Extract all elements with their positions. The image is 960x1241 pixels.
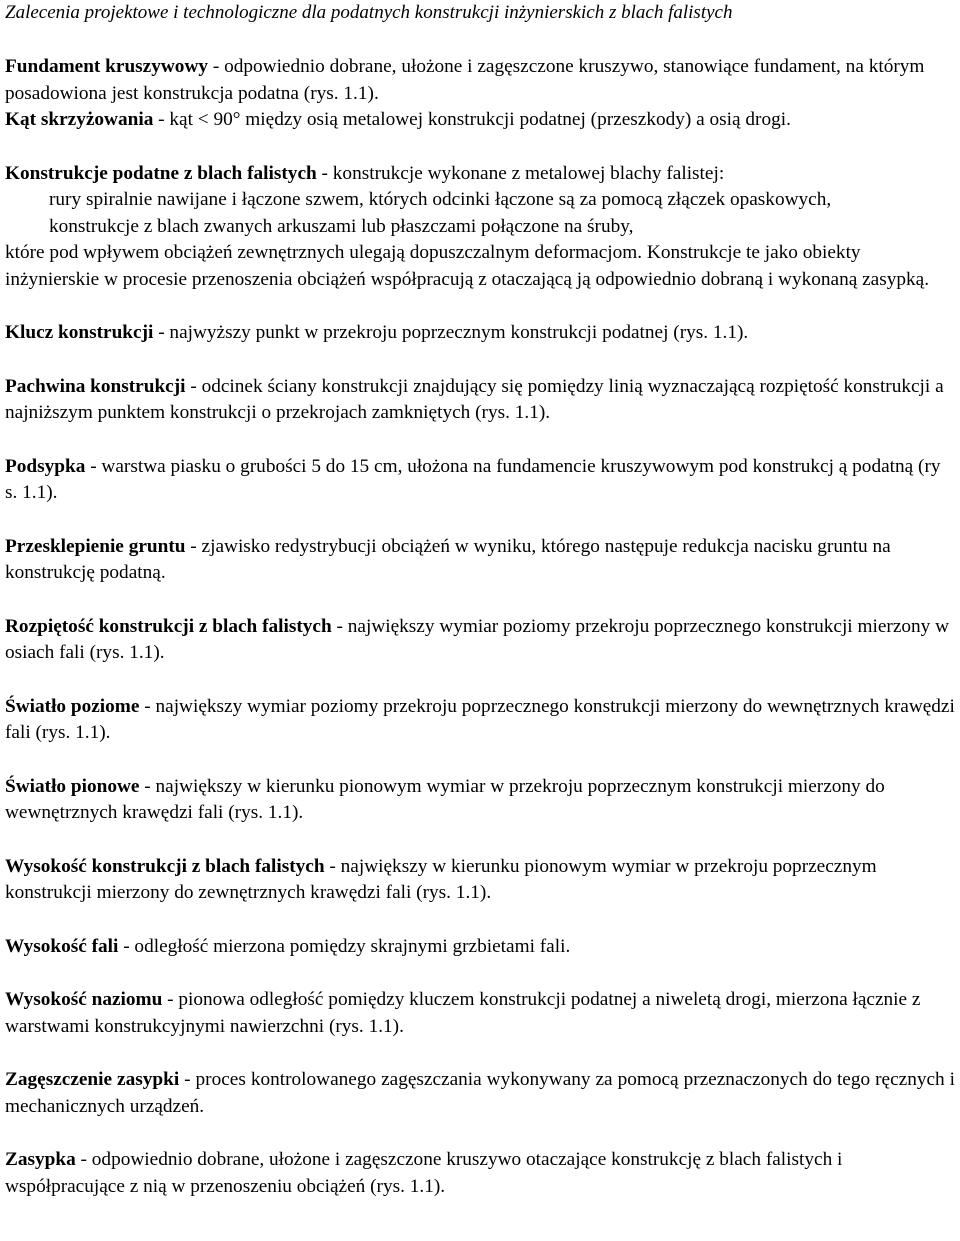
entry-text: - odpowiednio dobrane, ułożone i zagęszczone kruszywo otaczające konstrukcję z blach falistych i współpracujące z nią w przenoszeniu obciążeń (rys. 1.1). [5,1149,843,1197]
entry-term: Fundament kruszywowy [5,56,209,77]
entry-term: Przesklepienie gruntu [5,535,186,557]
entry-term: Pachwina konstrukcji [5,375,186,397]
entry-fundament [5,54,955,107]
entry-swiatlo-poziome [5,694,955,747]
entry-text: - największy wymiar poziomy przekroju poprzecznego konstrukcji mierzony w osiach fali (rys. 1.1). [5,615,950,663]
entry-term: Wysokość konstrukcji z blach falistych [5,855,325,877]
entry-term: Konstrukcje podatne z blach falistych [5,162,317,184]
entry-text: - warstwa piasku o grubości 5 do 15 cm, ułożona na fundamencie kruszywowym pod konstrukcj ą podatną (ry s. 1.1). [5,455,941,503]
entry-term: Wysokość naziomu [5,989,163,1010]
entry-kat [5,107,955,134]
entry-text: - konstrukcje wykonane z metalowej blachy falistej: [316,162,725,184]
page-header: Zalecenia projektowe i technologiczne dla podatnych konstrukcji inżynierskich z blach falistych [5,2,733,23]
entry-term: Wysokość fali [5,935,119,957]
entry-konstrukcje-continuation: które pod wpływem obciążeń zewnętrznych ulegają dopuszczalnym deformacjom. Konstrukcje te jako obiekty inżynierskie w procesie przenoszenia obciążeń współpracują z otaczającą ją odpowiednio dobraną i wykonaną zasypką. [5,242,930,290]
entry-text: - pionowa odległość pomiędzy kluczem konstrukcji podatnej a niweletą drogi, mierzona łącznie z warstwami konstrukcyjnymi nawierzchni (rys. 1.1). [5,989,921,1037]
entry-swiatlo-pionowe [5,774,955,827]
entry-text: - odcinek ściany konstrukcji znajdujący się pomiędzy linią wyznaczającą rozpiętość konstrukcji a najniższym punktem konstrukcji o przekrojach zamkniętych (rys. 1.1). [5,375,944,423]
list-item: rury spiralnie nawijane i łączone szwem, których odcinki łączone są za pomocą złączek opaskowych, [49,189,832,210]
entry-term: Światło poziome [5,695,140,717]
entry-term: Światło pionowe [5,775,140,797]
construction-types-list [5,187,955,240]
document-page [5,0,955,1200]
entry-text: - najwyższy punkt w przekroju poprzecznym konstrukcji podatnej (rys. 1.1). [153,322,749,343]
entry-przesklepienie [5,534,955,587]
entry-pachwina [5,374,955,427]
entry-term: Kąt skrzyżowania [5,109,154,130]
entry-term: Klucz konstrukcji [5,322,154,343]
entry-term: Zasypka [5,1149,76,1170]
entry-zasypka [5,1147,955,1200]
entry-text: - największy w kierunku pionowym wymiar w przekroju poprzecznym konstrukcji mierzony do zewnętrznych krawędzi fali (rys. 1.1). [5,855,877,903]
entry-term: Zagęszczenie zasypki [5,1069,180,1090]
entry-text: - odległość mierzona pomiędzy skrajnymi grzbietami fali. [118,935,571,957]
entry-podsypka [5,454,955,507]
entry-text: - proces kontrolowanego zagęszczania wykonywany za pomocą przeznaczonych do tego ręcznych i mechanicznych urządzeń. [5,1069,955,1117]
list-item: konstrukcje z blach zwanych arkuszami lub płaszczami połączone na śruby, [49,215,634,237]
entry-text: - największy w kierunku pionowym wymiar w przekroju poprzecznym konstrukcji mierzony do wewnętrznych krawędzi fali (rys. 1.1). [5,775,885,823]
entry-term: Podsypka [5,455,86,477]
entry-wysokosc-fali [5,934,955,961]
entry-wysokosc-naziomu [5,987,955,1040]
entry-klucz [5,320,955,347]
entry-rozpietosc [5,614,955,667]
entry-text: - odpowiednio dobrane, ułożone i zagęszczone kruszywo, stanowiące fundament, na którym posadowiona jest konstrukcja podatna (rys. 1.1). [5,56,925,104]
entry-term: Rozpiętość konstrukcji z blach falistych [5,615,332,637]
entry-text: - kąt < 90° między osią metalowej konstrukcji podatnej (przeszkody) a osią drogi. [153,109,791,130]
entry-text: - zjawisko redystrybucji obciążeń w wyniku, którego następuje redukcja nacisku gruntu na konstrukcję podatną. [5,535,891,583]
entry-wysokosc-konstrukcji [5,854,955,907]
entry-konstrukcje [5,161,955,188]
entry-zageszczenie [5,1067,955,1120]
entry-text: - największy wymiar poziomy przekroju poprzecznego konstrukcji mierzony do wewnętrznych krawędzi fali (rys. 1.1). [5,695,955,743]
